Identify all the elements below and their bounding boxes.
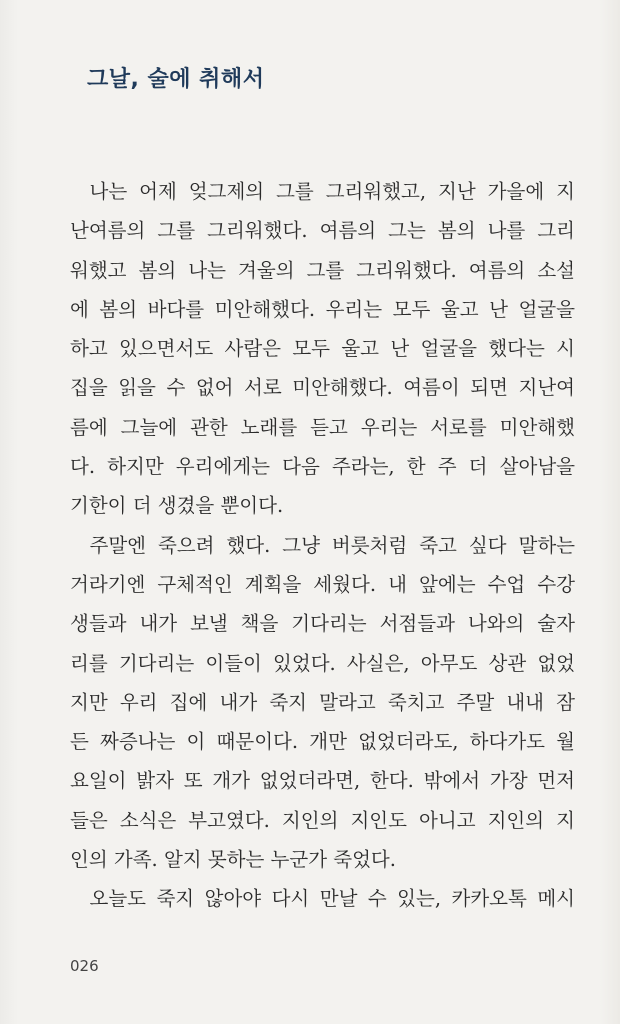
text-line: 하고 있으면서도 사람은 모두 울고 난 얼굴을 했다는 시 <box>70 337 575 361</box>
text-line: 기한이 더 생겼을 뿐이다. <box>70 494 284 518</box>
text-line: 나는 어제 엊그제의 그를 그리워했고, 지난 가을에 지 <box>89 180 575 203</box>
text-line: 난여름의 그를 그리워했다. 여름의 그는 봄의 나를 그리 <box>70 219 575 243</box>
text-line: 리를 기다리는 이들이 있었다. 사실은, 아무도 상관 없었 <box>70 651 575 675</box>
text-line: 오늘도 죽지 않아야 다시 만날 수 있는, 카카오톡 메시 <box>89 887 575 911</box>
text-line: 에 봄의 바다를 미안해했다. 우리는 모두 울고 난 얼굴을 <box>70 297 575 321</box>
text-line: 거라기엔 구체적인 계획을 세웠다. 내 앞에는 수업 수강 <box>70 572 575 596</box>
text-line: 집을 읽을 수 없어 서로 미안해했다. 여름이 되면 지난여 <box>70 376 575 400</box>
text-line: 름에 그늘에 관한 노래를 듣고 우리는 서로를 미안해했 <box>70 415 575 439</box>
text-line: 인의 가족. 알지 못하는 누군가 죽었다. <box>70 848 396 872</box>
text-line: 생들과 내가 보낼 책을 기다리는 서점들과 나와의 술자 <box>70 612 575 636</box>
text-line: 들은 소식은 부고였다. 지인의 지인도 아니고 지인의 지 <box>70 808 575 832</box>
text-line: 요일이 밝자 또 개가 없었더라면, 한다. 밖에서 가장 먼저 <box>70 769 575 793</box>
body-text <box>70 172 575 919</box>
text-line: 든 짜증나는 이 때문이다. 개만 없었더라도, 하다가도 월 <box>70 730 575 754</box>
text-line: 다. 하지만 우리에게는 다음 주라는, 한 주 더 살아남을 <box>70 455 575 479</box>
chapter-title: 그날, 술에 취해서 <box>87 67 265 92</box>
text-line: 워했고 봄의 나는 겨울의 그를 그리워했다. 여름의 소설 <box>70 258 575 282</box>
text-line: 지만 우리 집에 내가 죽지 말라고 죽치고 주말 내내 잠 <box>70 690 575 714</box>
text-line: 주말엔 죽으려 했다. 그냥 버릇처럼 죽고 싶다 말하는 <box>89 533 575 557</box>
page-number: 026 <box>70 957 99 975</box>
